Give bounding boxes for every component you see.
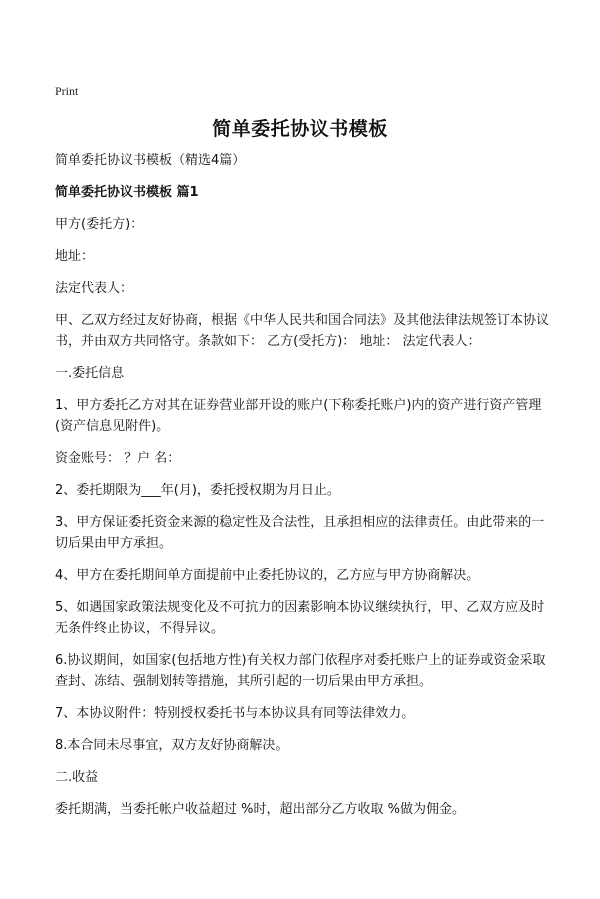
clause-3: 3、甲方保证委托资金来源的稳定性及合法性，且承担相应的法律责任。由此带来的一切后果由甲方承担。 xyxy=(55,515,545,551)
clause-7: 7、本协议附件：特别授权委托书与本协议具有同等法律效力。 xyxy=(55,706,415,721)
subtitle-paragraph: 简单委托协议书模板（精选4篇） xyxy=(55,153,246,168)
clause-2: 2、委托期限为___年(月)，委托授权期为月日止。 xyxy=(55,483,340,498)
party-a-field: 甲方(委托方)： xyxy=(55,217,144,232)
section-income: 二.收益 xyxy=(55,770,99,785)
section-heading: 简单委托协议书模板 篇1 xyxy=(55,185,199,200)
account-field: 资金账号： ？户 名： xyxy=(55,451,181,466)
income-clause: 委托期满，当委托帐户收益超过 %时，超出部分乙方收取 %做为佣金。 xyxy=(55,802,465,817)
address-field: 地址： xyxy=(55,249,95,264)
section-commission-info: 一.委托信息 xyxy=(55,366,125,381)
clause-5: 5、如遇国家政策法规变化及不可抗力的因素影响本协议继续执行，甲、乙双方应及时无条件终止协议，不得异议。 xyxy=(55,600,545,636)
document-title: 简单委托协议书模板 xyxy=(212,118,388,140)
preamble-paragraph: 甲、乙双方经过友好协商，根据《中华人民共和国合同法》及其他法律法规签订本协议书，并由双方共同恪守。条款如下： 乙方(受托方)： 地址： 法定代表人： xyxy=(55,313,550,349)
clause-1: 1、甲方委托乙方对其在证券营业部开设的账户(下称委托账户)内的资产进行资产管理(资产信息见附件)。 xyxy=(55,398,542,434)
clause-8: 8.本合同未尽事宜，双方友好协商解决。 xyxy=(55,738,289,753)
legal-representative-field: 法定代表人： xyxy=(55,281,134,296)
clause-4: 4、甲方在委托期间单方面提前中止委托协议的，乙方应与甲方协商解决。 xyxy=(55,568,480,583)
document-body xyxy=(55,150,555,831)
print-label: Print xyxy=(55,84,79,98)
clause-6: 6.协议期间，如国家(包括地方性)有关权力部门依程序对委托账户上的证券或资金采取查封、冻结、强制划转等措施，其所引起的一切后果由甲方承担。 xyxy=(55,653,546,689)
